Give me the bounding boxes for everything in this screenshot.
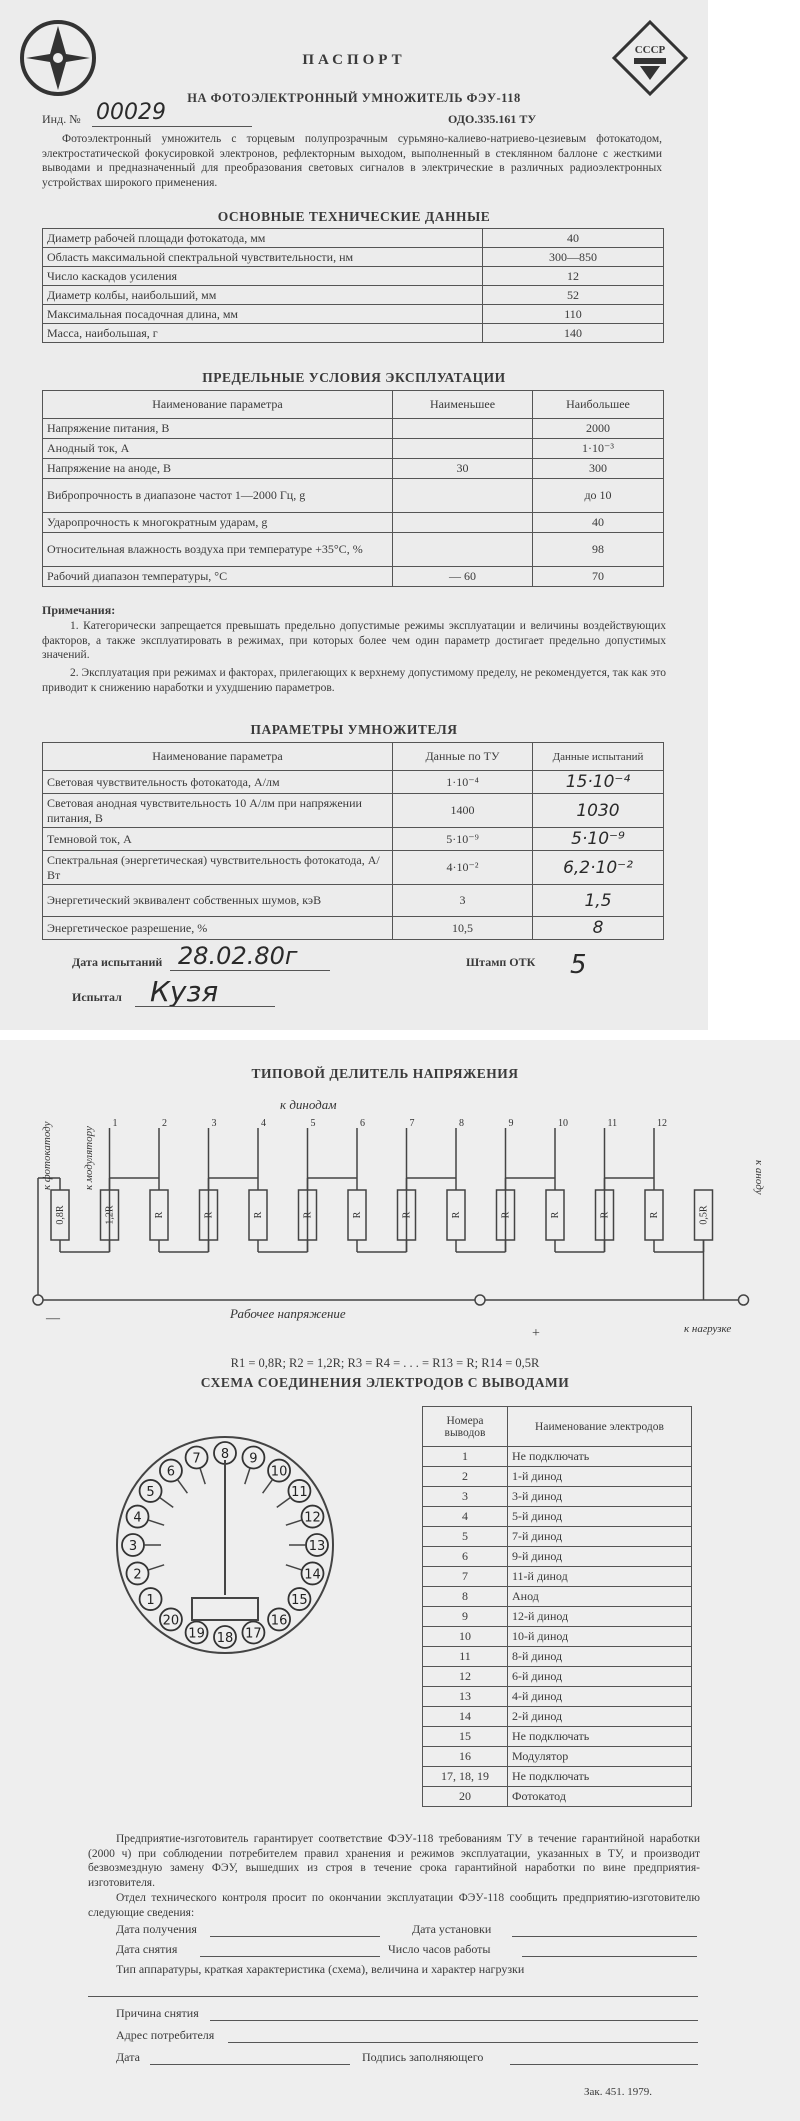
minus-sign: —: [46, 1311, 60, 1326]
table-row: [423, 1527, 692, 1547]
cccp-badge: СССР: [634, 44, 666, 56]
pin-label: 17: [245, 1626, 262, 1642]
pin-lead: [245, 1468, 250, 1484]
params-section-title: ПАРАМЕТРЫ УМНОЖИТЕЛЯ: [250, 722, 458, 737]
consumer-address-label: Адрес потребителя: [116, 2028, 215, 2042]
pin-number: 17, 18, 19: [423, 1767, 508, 1787]
date-installed-label: Дата установки: [412, 1922, 492, 1936]
pin-lead: [148, 1520, 164, 1525]
date-field[interactable]: [150, 2064, 350, 2065]
pin-label: 13: [308, 1539, 326, 1554]
table-row: Ударопрочность к многократным ударам, g 40: [43, 513, 664, 533]
table-row: [423, 1647, 692, 1667]
electrode-name: 4-й динод: [508, 1687, 692, 1707]
electrode-name: 1-й динод: [508, 1467, 692, 1487]
table-row: Относительная влажность воздуха при температуре +35°С, % 98: [43, 533, 664, 567]
table-row: [423, 1787, 692, 1807]
table-header-row: Наименование параметра Данные по ТУ Данные испытаний: [43, 743, 664, 771]
divider-taps: [33, 1118, 749, 1305]
tap-number: 1: [112, 1118, 118, 1129]
terminal: [739, 1295, 749, 1305]
table-row: Спектральная (энергетическая) чувствительность фотокатода, А/Вт 4·10⁻² 6,2·10⁻²: [43, 851, 664, 885]
electrode-name: Не подключать: [508, 1767, 692, 1787]
tap-number: 4: [261, 1118, 266, 1129]
table-row: Диаметр колбы, наибольший, мм 52: [43, 286, 664, 305]
resistor-label: R: [500, 1211, 512, 1219]
pin-label: 10: [270, 1464, 288, 1480]
electrode-name: Модулятор: [508, 1747, 692, 1767]
pin-lead: [286, 1565, 302, 1570]
tap-number: 11: [607, 1118, 618, 1129]
electrode-name: 3-й динод: [508, 1487, 692, 1507]
divider-resistors: [51, 1190, 713, 1240]
date-removed-label: Дата снятия: [116, 1942, 178, 1956]
pin-number: 15: [423, 1727, 508, 1747]
date-received-field[interactable]: [210, 1936, 380, 1937]
otk-request-paragraph: Отдел технического контроля просит по окончании эксплуатации ФЭУ-118 сообщить предприятию-изготовителю следующие сведения:: [88, 1892, 700, 1919]
tap-number: 10: [558, 1118, 568, 1129]
divider-wires: [38, 1128, 744, 1300]
table-row: Напряжение на аноде, В 30 300: [43, 459, 664, 479]
notes-title: Примечания:: [42, 603, 116, 617]
pin-number: 3: [423, 1487, 508, 1507]
pin-number: 1: [423, 1447, 508, 1467]
date-installed-field[interactable]: [512, 1936, 697, 1937]
pin-label: 12: [304, 1510, 321, 1526]
pin-label: 9: [249, 1451, 258, 1467]
tap-number: 3: [211, 1118, 217, 1129]
table-row: [423, 1667, 692, 1687]
tap-number: 12: [657, 1118, 667, 1129]
passport-page-2: [0, 1040, 800, 2121]
pin-number: 4: [423, 1507, 508, 1527]
anode-label: к аноду: [753, 1160, 765, 1195]
pin-lead: [148, 1565, 164, 1570]
anode-bracket: [192, 1598, 258, 1620]
pin-lead: [277, 1497, 291, 1507]
table-row: [423, 1607, 692, 1627]
resistor-label: R: [649, 1211, 660, 1219]
test-date-label: Дата испытаний: [72, 955, 163, 969]
electrode-name: 10-й динод: [508, 1627, 692, 1647]
date-label: Дата: [116, 2050, 140, 2064]
test-date-value: 28.02.80г: [178, 942, 298, 970]
pin-label: 3: [128, 1539, 138, 1554]
spec-code: ОДО.335.161 ТУ: [448, 112, 537, 126]
note-2: 2. Эксплуатация при режимах и факторах, прилегающих к верхнему допустимому пределу, не рекомендуется, так как это приводит к снижению наработки и ухудшению параметров.: [42, 667, 666, 694]
table-row: [423, 1547, 692, 1567]
table-row: [423, 1747, 692, 1767]
limits-section-title: ПРЕДЕЛЬНЫЕ УСЛОВИЯ ЭКСПЛУАТАЦИИ: [202, 370, 506, 385]
intro-paragraph: Фотоэлектронный умножитель с торцевым полупрозрачным сурьмяно-калиево-натриево-цезиевым фотокатодом, электростатической фокусировкой электронов, рефлекторным выходом, выполненный в стеклянном баллоне с жесткими выводами и предназначенный для преобразования световых сигналов в электрические в различных радиоэлектронных устройствах широкого применения.: [42, 133, 662, 189]
tap-number: 7: [409, 1118, 415, 1129]
table-row: [423, 1627, 692, 1647]
equipment-field[interactable]: [88, 1996, 698, 1997]
tap-number: 2: [162, 1118, 167, 1129]
pin-label: 15: [291, 1593, 308, 1609]
table-row: [423, 1567, 692, 1587]
table-row: [423, 1447, 692, 1467]
pin-label: 20: [162, 1613, 180, 1629]
table-row: Область максимальной спектральной чувствительности, нм 300—850: [43, 248, 664, 267]
resistor-label: R: [154, 1211, 165, 1219]
resistor-label: R: [352, 1211, 363, 1219]
removal-reason-label: Причина снятия: [116, 2006, 199, 2020]
pin-label: 7: [192, 1451, 201, 1467]
signature-field[interactable]: [510, 2064, 698, 2065]
table-header-row: Номера выводов Наименование электродов: [423, 1407, 692, 1447]
passport-page-1: [0, 0, 708, 1030]
pin-layout-diagram: [100, 1420, 350, 1670]
pin-label: 4: [133, 1510, 142, 1526]
electrode-name: 2-й динод: [508, 1707, 692, 1727]
table-header-row: Наименование параметра Наименьшее Наибольшее: [43, 391, 664, 419]
voltage-divider-diagram: [20, 1090, 770, 1350]
limits-table: [42, 390, 664, 587]
index-value: 00029: [96, 100, 166, 125]
pins-section-title: СХЕМА СОЕДИНЕНИЯ ЭЛЕКТРОДОВ С ВЫВОДАМИ: [200, 1375, 570, 1390]
pin-number: 2: [423, 1467, 508, 1487]
pin-number: 16: [423, 1747, 508, 1767]
load-label: к нагрузке: [684, 1323, 732, 1335]
pin-label: 1: [146, 1593, 155, 1609]
plus-sign: +: [532, 1326, 540, 1341]
table-row: [423, 1687, 692, 1707]
electrode-name: 7-й динод: [508, 1527, 692, 1547]
pins-table-body: [423, 1447, 692, 1807]
photocathode-label: к фотокатоду: [41, 1121, 53, 1190]
modulator-label: к модулятору: [83, 1126, 95, 1190]
terminal: [475, 1295, 485, 1305]
params-table: [42, 742, 664, 940]
to-dynodes-label: к динодам: [280, 1097, 337, 1112]
pin-number: 14: [423, 1707, 508, 1727]
tap-number: 5: [310, 1118, 316, 1129]
test-date-underline: [170, 970, 330, 971]
electrode-name: 8-й динод: [508, 1647, 692, 1667]
divider-section-title: ТИПОВОЙ ДЕЛИТЕЛЬ НАПРЯЖЕНИЯ: [251, 1066, 519, 1081]
electrode-name: 11-й динод: [508, 1567, 692, 1587]
pin-label: 14: [304, 1567, 321, 1583]
pin-label: 2: [133, 1567, 142, 1583]
resistor-formula: R1 = 0,8R; R2 = 1,2R; R3 = R4 = . . . = R13 = R; R14 = 0,5R: [230, 1356, 540, 1370]
tech-section-title: ОСНОВНЫЕ ТЕХНИЧЕСКИЕ ДАННЫЕ: [217, 209, 491, 224]
pin-lead: [177, 1479, 187, 1493]
pin-number: 20: [423, 1787, 508, 1807]
table-row: [423, 1507, 692, 1527]
resistor-label: R: [451, 1211, 462, 1219]
table-row: [423, 1467, 692, 1487]
resistor-label: R: [401, 1211, 413, 1219]
resistor-label: R: [253, 1211, 264, 1219]
pin-number: 5: [423, 1527, 508, 1547]
tap-number: 8: [459, 1118, 464, 1129]
otk-stamp-value: 5: [570, 950, 587, 980]
electrode-name: Фотокатод: [508, 1787, 692, 1807]
table-row: [423, 1707, 692, 1727]
tester-signature: Кузя: [150, 975, 219, 1008]
warranty-paragraph: Предприятие-изготовитель гарантирует соответствие ФЭУ-118 требованиям ТУ в течение гарантийной наработки (2000 ч) при соблюдении потребителем правил хранения и режимов эксплуатации, указанных в ТУ, и производит безвозмездную замену ФЭУ, вышедших из строя в течение срока гарантийной наработки по вине предприятия-изготовителя.: [88, 1833, 700, 1889]
electrode-name: 6-й динод: [508, 1667, 692, 1687]
table-row: Анодный ток, А 1·10⁻³: [43, 439, 664, 459]
equipment-label: Тип аппаратуры, краткая характеристика (схема), величина и характер нагрузки: [116, 1962, 525, 1976]
table-row: [423, 1767, 692, 1787]
pin-number: 7: [423, 1567, 508, 1587]
index-label: Инд. №: [42, 112, 81, 126]
table-row: Рабочий диапазон температуры, °С — 60 70: [43, 567, 664, 587]
resistor-label: 0,5R: [698, 1205, 710, 1225]
pin-label: 5: [146, 1484, 155, 1500]
pin-number: 11: [423, 1647, 508, 1667]
table-row: Энергетическое разрешение, % 10,5 8: [43, 917, 664, 940]
resistor-label: R: [203, 1211, 215, 1219]
electrode-name: 9-й динод: [508, 1547, 692, 1567]
electrode-name: 12-й динод: [508, 1607, 692, 1627]
pin-lead: [159, 1497, 173, 1507]
tester-underline: [135, 1006, 275, 1007]
table-row: Масса, наибольшая, г 140: [43, 324, 664, 343]
table-row: [423, 1587, 692, 1607]
pin-lead: [286, 1520, 302, 1525]
tech-table: [42, 228, 664, 343]
electrode-name: 5-й динод: [508, 1507, 692, 1527]
pins-table: [422, 1406, 692, 1807]
pin-number: 13: [423, 1687, 508, 1707]
removal-reason-field[interactable]: [210, 2020, 698, 2021]
pin-label: 6: [166, 1464, 176, 1480]
tap-number: 6: [360, 1118, 365, 1129]
hours-label: Число часов работы: [388, 1942, 491, 1956]
page-title: ПАСПОРТ: [302, 52, 406, 68]
hours-field[interactable]: [522, 1956, 697, 1957]
pin-label: 11: [291, 1484, 308, 1500]
note-1: 1. Категорически запрещается превышать предельно допустимые режимы эксплуатации и величины воздействующих факторов, а также эксплуатировать в режимах, при которых более чем один параметр достигает предельно допустимых значений.: [42, 620, 666, 661]
pin-number: 9: [423, 1607, 508, 1627]
resistor-label: R: [599, 1211, 611, 1219]
electrode-name: Анод: [508, 1587, 692, 1607]
tester-label: Испытал: [72, 990, 122, 1004]
otk-stamp-label: Штамп ОТК: [466, 955, 536, 969]
table-row: Напряжение питания, В 2000: [43, 419, 664, 439]
table-row: Энергетический эквивалент собственных шумов, кэВ 3 1,5: [43, 885, 664, 917]
signature-label: Подпись заполняющего: [362, 2050, 484, 2064]
page-subtitle: НА ФОТОЭЛЕКТРОННЫЙ УМНОЖИТЕЛЬ ФЭУ-118: [187, 91, 521, 105]
table-row: Диаметр рабочей площади фотокатода, мм 40: [43, 229, 664, 248]
tap-number: 9: [508, 1118, 514, 1129]
table-row: Число каскадов усиления 12: [43, 267, 664, 286]
pin-number: 8: [423, 1587, 508, 1607]
pin-label: 19: [188, 1626, 205, 1642]
consumer-address-field[interactable]: [228, 2042, 698, 2043]
pin-label: 16: [270, 1613, 288, 1629]
pin-label: 18: [216, 1631, 234, 1646]
pin-number: 12: [423, 1667, 508, 1687]
pin-lead: [200, 1468, 205, 1484]
resistor-label: R: [550, 1211, 561, 1219]
table-row: Максимальная посадочная длина, мм 110: [43, 305, 664, 324]
pin-number: 10: [423, 1627, 508, 1647]
electrode-name: Не подключать: [508, 1727, 692, 1747]
pin-lead: [263, 1479, 273, 1493]
table-row: [423, 1487, 692, 1507]
date-removed-field[interactable]: [200, 1956, 380, 1957]
date-received-label: Дата получения: [116, 1922, 197, 1936]
terminal: [33, 1295, 43, 1305]
table-row: Световая чувствительность фотокатода, А/лм 1·10⁻⁴ 15·10⁻⁴: [43, 771, 664, 794]
electrode-name: Не подключать: [508, 1447, 692, 1467]
pin-number: 6: [423, 1547, 508, 1567]
resistor-label: 0,8R: [55, 1205, 66, 1225]
footer-order: Зак. 451. 1979.: [584, 2086, 652, 2098]
resistor-label: 1,2R: [104, 1205, 116, 1225]
table-row: Темновой ток, А 5·10⁻⁹ 5·10⁻⁹: [43, 828, 664, 851]
table-row: [423, 1727, 692, 1747]
resistor-label: R: [302, 1211, 314, 1219]
supply-voltage-label: Рабочее напряжение: [230, 1306, 346, 1321]
index-underline: [92, 126, 252, 127]
table-row: Вибропрочность в диапазоне частот 1—2000 Гц, g до 10: [43, 479, 664, 513]
table-row: Световая анодная чувствительность 10 А/лм при напряжении питания, В 1400 1030: [43, 794, 664, 828]
pin-label: 8: [220, 1447, 230, 1462]
